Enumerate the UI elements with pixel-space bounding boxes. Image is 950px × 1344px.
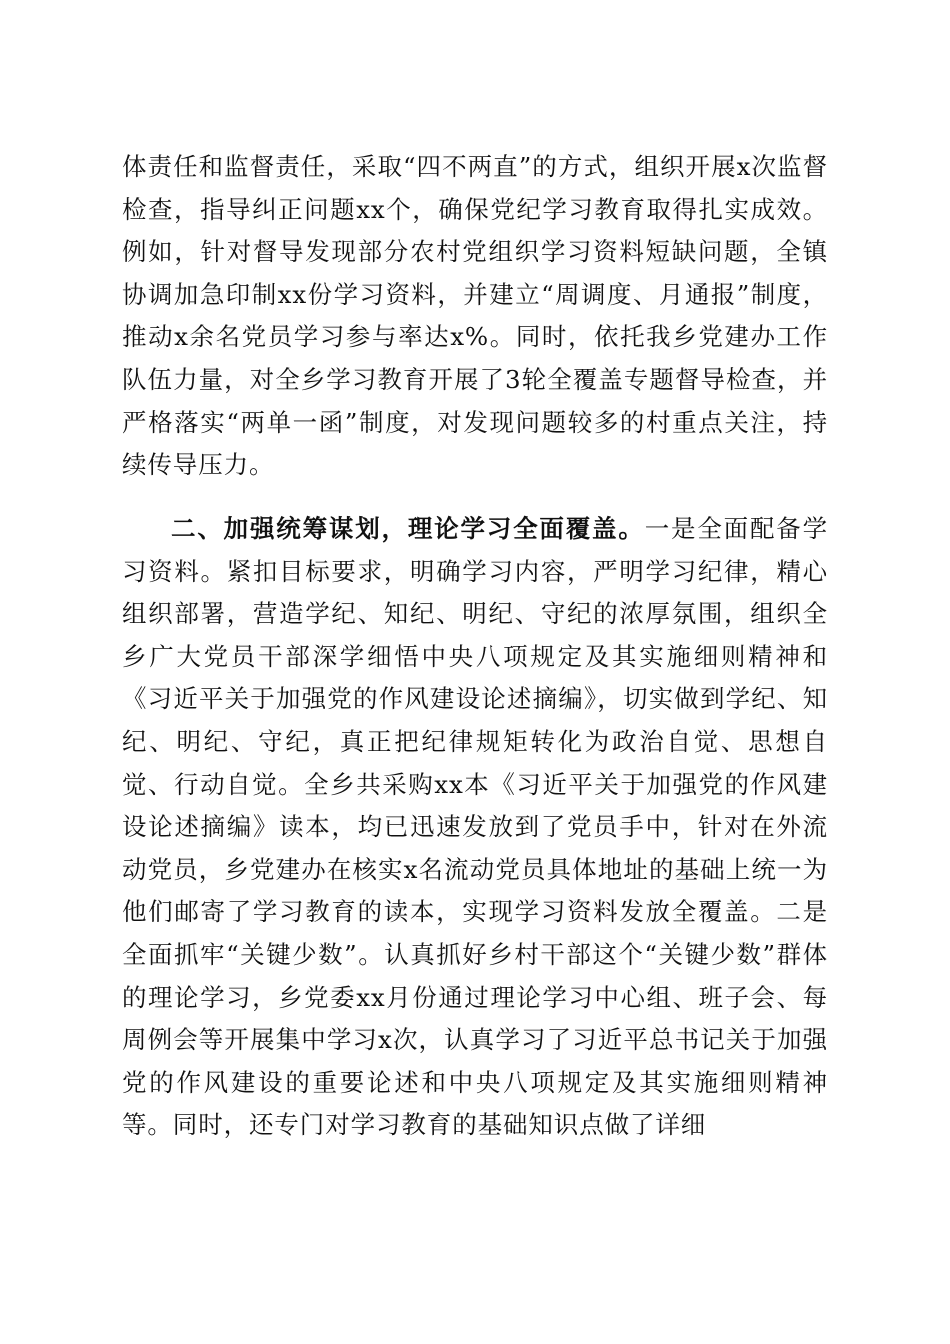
paragraph-2	[122, 508, 828, 1147]
paragraph-1: 体责任和监督责任，采取“四不两直”的方式，组织开展x次监督检查，指导纠正问题xx个，确保党纪学习教育取得扎实成效。例如，针对督导发现部分农村党组织学习资料短缺问题，全镇协调加急印制xx份学习资料，并建立“周调度、月通报”制度，推动x余名党员学习参与率达x%。同时，依托我乡党建办工作队伍力量，对全乡学习教育开展了3轮全覆盖专题督导检查，并严格落实“两单一函”制度，对发现问题较多的村重点关注，持续传导压力。	[122, 152, 828, 480]
section-heading: 二、加强统筹谋划，理论学习全面覆盖。	[171, 514, 645, 543]
paragraph-2-body: 一是全面配备学习资料。紧扣目标要求，明确学习内容，严明学习纪律，精心组织部署，营造学纪、知纪、明纪、守纪的浓厚氛围，组织全乡广大党员干部深学细悟中央八项规定及其实施细则精神和《习近平关于加强党的作风建设论述摘编》，切实做到学纪、知纪、明纪、守纪，真正把纪律规矩转化为政治自觉、思想自觉、行动自觉。全乡共采购xx本《习近平关于加强党的作风建设论述摘编》读本，均已迅速发放到了党员手中，针对在外流动党员，乡党建办在核实x名流动党员具体地址的基础上统一为他们邮寄了学习教育的读本，实现学习资料发放全覆盖。二是全面抓牢“关键少数”。认真抓好乡村干部这个“关键少数”群体的理论学习，乡党委xx月份通过理论学习中心组、班子会、每周例会等开展集中学习x次，认真学习了习近平总书记关于加强党的作风建设的重要论述和中央八项规定及其实施细则精神等。同时，还专门对学习教育的基础知识点做了详细	[122, 514, 828, 1140]
